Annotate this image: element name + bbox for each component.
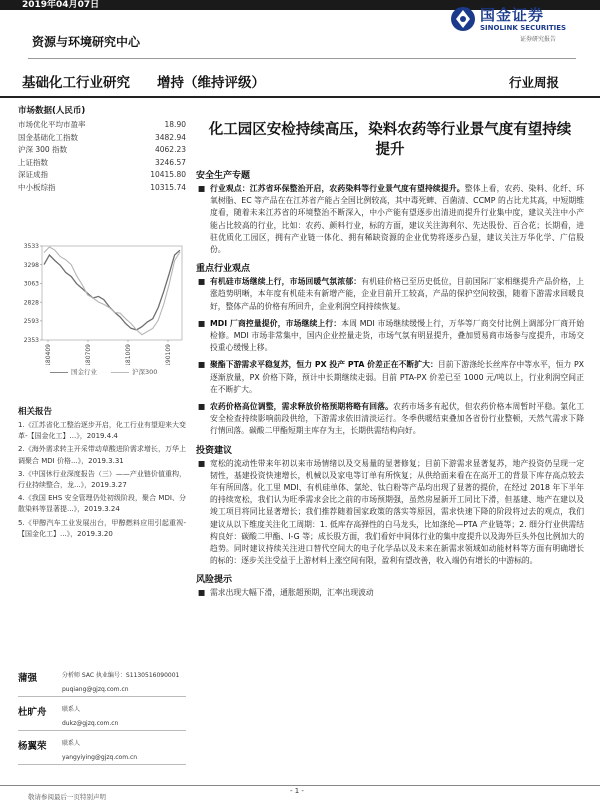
- focus-text: 本周 MDI 市场继续缓慢上行，万华等厂商交付比例上调部分厂商开始检修。MDI 市场非常集中，国内企业控量走货，市场气氛有明显提升，叠加贸易商市场参与度提升，市场交投重心缓慢上移。: [210, 318, 584, 353]
- y-tick-label: 2593: [23, 318, 39, 326]
- logo: [450, 2, 585, 44]
- y-tick-label: 3298: [23, 261, 39, 269]
- focus-lead: 聚酯下游需求平稳复苏，恒力 PX 投产 PTA 价差正在不断扩大：: [210, 360, 438, 370]
- market-value: 10415.80: [150, 170, 186, 180]
- market-label: 沪深 300 指数: [18, 145, 68, 155]
- market-label: 市场优化平均市盈率: [18, 120, 86, 129]
- risk-paragraph: [196, 587, 584, 599]
- logo-text-cn: 国金证券: [480, 6, 545, 24]
- market-value: 3482.94: [154, 132, 186, 142]
- y-tick-label: 3533: [23, 243, 39, 251]
- logo-icon: [450, 6, 476, 32]
- risk-text: 需求出现大幅下滑，通胀超预期，汇率出现波动: [210, 588, 374, 598]
- bullet-icon: ■: [198, 588, 206, 598]
- focus-text: 农药市场多有起伏，但农药价格本周暂时平稳。氯化工安全检查持续影响前段供给，下游需求依旧清淡运行。冬季供暖结束叠加各省份行业整顿，天然气需求下降行情回落。碳酸二甲酯短期主库存为主，长期供需结构向好。: [210, 402, 585, 436]
- bullet-icon: ■: [198, 458, 206, 468]
- analyst-card: [18, 704, 188, 734]
- analyst-divider: [18, 764, 186, 765]
- bullet-icon: ■: [198, 402, 206, 412]
- market-data-row: [18, 182, 186, 195]
- section-title-advice: 投资建议: [196, 445, 233, 456]
- analyst-email[interactable]: yangyiying@gjzq.com.cn: [62, 754, 138, 761]
- page-number: - 1 -: [290, 787, 304, 795]
- market-data-row: [18, 169, 186, 182]
- related-report-link[interactable]: 2.《海外需求转主开采带动草酸进阶需求增长，万华上调聚合 MDI 价格...》，2019.3.31: [18, 445, 186, 465]
- related-reports-list: [18, 420, 186, 540]
- index-chart-svg: [18, 240, 186, 365]
- market-data-panel: [18, 104, 186, 195]
- analyst-name: 蒲强: [18, 673, 38, 684]
- related-report-link[interactable]: 3.《中国休行业深度报告（三）——产业链价值重构，行业持续整合，龙...》，2019.3.27: [18, 469, 186, 490]
- market-label: 上证指数: [18, 157, 48, 167]
- market-value: 4062.23: [154, 145, 186, 155]
- legend-item-hs300: 沪深300: [111, 367, 157, 376]
- analyst-role: 联系人: [62, 706, 81, 713]
- focus-item: [196, 318, 584, 355]
- related-reports: [18, 405, 186, 542]
- x-tick-label: 190109: [165, 344, 172, 365]
- advice-paragraph: [196, 458, 584, 568]
- market-value: 3246.57: [154, 157, 186, 167]
- focus-text: 有机硅价格已至历史低位，目前国际厂家相继提升产品价格，上涨趋势明晰，本年度有机硅未有新增产能，企业目前开工较高，产品的保护空间较强，随着下游需求回暖良好，整体产品的价格有所回升，企业利润空间持续恢复。: [210, 277, 585, 311]
- chart-legend: [50, 367, 157, 376]
- related-report-link[interactable]: 4.《我国 EHS 安全管理仍处初级阶段，聚合 MDI、分散染料等显著提...》，2019.3.24: [18, 494, 186, 514]
- main-content: [196, 120, 584, 605]
- market-data-row: [18, 119, 186, 132]
- related-reports-title: 相关报告: [18, 407, 53, 417]
- legend-line-icon: [111, 372, 129, 373]
- section-title-focus: 重点行业观点: [196, 264, 251, 275]
- market-data-rows: [18, 119, 186, 195]
- market-value: 10315.74: [150, 182, 186, 192]
- y-tick-label: 3063: [23, 280, 39, 288]
- market-label: 深证成指: [18, 170, 48, 180]
- logo-text-en: SINOLINK SECURITIES: [480, 24, 567, 32]
- report-date: 2019年04月07日: [22, 0, 100, 10]
- report-type: 行业周报: [509, 75, 560, 90]
- focus-item: [196, 276, 584, 313]
- series-line-hs300: [44, 247, 180, 335]
- bullet-icon: ■: [198, 277, 206, 287]
- market-value: 18.90: [164, 120, 186, 129]
- market-data-row: [18, 144, 186, 157]
- analyst-card: [18, 670, 188, 700]
- focus-text: 目前下游涤纶长丝库存中等水平，恒力 PX 逐渐放量，PX 价格下降，预计中长期继续走弱。目前 PTA-PX 价差已至 1000 元/吨以上，行业利润空间正在不断扩大。: [210, 360, 584, 394]
- logo-subtitle: 证券研究报告: [520, 36, 557, 43]
- bullet-icon: ■: [198, 360, 206, 370]
- focus-item: [196, 401, 584, 438]
- safety-text: 整体上看，农药、染料、化纤、环氧树脂、EC 等产品在在江苏省产能占全国比例较高，其中毒死蜱、百菌清、CCMP 的占比尤其高，中短期维度看，随着未来江苏省的环境整治不断深入，中小产能有望逐步出清进而提升行业集中度，建议关注中小产能占比较高的行业，比如：农药、颜料行业，标的方面，建议关注海利尔、先达股份、百合花；长期看，进驻优质化工园区，拥有产业链一体化、拥有稀缺资源的企业优势将逐步凸显，建议关注万华化学、广信股份。: [210, 184, 584, 255]
- market-label: 国金基础化工指数: [18, 132, 78, 142]
- bullet-icon: ■: [198, 318, 206, 328]
- x-tick-label: 180709: [85, 344, 92, 365]
- research-center: 资源与环境研究中心: [32, 35, 141, 49]
- report-headline: 化工园区安检持续高压，染料农药等行业景气度有望持续提升: [208, 122, 572, 158]
- header-rule: [0, 96, 600, 98]
- analyst-role: 联系人: [62, 740, 81, 747]
- focus-lead: MDI 厂商控量提价，市场继续上行：: [210, 318, 342, 328]
- analyst-role: 分析师 SAC 执业编号：S1130516090001: [62, 672, 180, 679]
- related-report-link[interactable]: 1.《江苏省化工整治逐步开启，化工行业有望迎来大变革-【国金化工】...》，2019.4.4: [18, 421, 186, 441]
- analyst-card: [18, 738, 188, 768]
- header-divider: [28, 58, 576, 59]
- legend-line-icon: [50, 372, 68, 373]
- chart-frame: [42, 246, 182, 340]
- y-tick-label: 2353: [23, 337, 39, 345]
- y-tick-label: 2828: [23, 299, 39, 307]
- analyst-email[interactable]: puqiang@gjzq.com.cn: [62, 686, 129, 693]
- series-line-industry: [44, 250, 180, 330]
- x-tick-label: 181009: [125, 344, 132, 365]
- focus-item: [196, 359, 584, 396]
- x-tick-label: 180409: [45, 344, 52, 365]
- analyst-divider: [18, 730, 186, 731]
- analyst-name: 杨翼荣: [18, 741, 47, 752]
- section-title-risk: 风险提示: [196, 575, 233, 586]
- analyst-divider: [18, 696, 186, 697]
- analyst-email[interactable]: dukz@gjzq.com.cn: [62, 720, 119, 727]
- footer-disclaimer: 敬请参阅最后一页特别声明: [28, 793, 106, 801]
- advice-text: 宽松的流动性带来年初以来市场情绪以及交易量的显著修复；目前下游需求显著复苏，地产投资仍呈现一定韧性，基建投资快速增长，机械以及家电等订单有所恢复；从供给面来看在在高开工的背景下库存高点较去年有所回落。化工里 MDI、有机硅单体、氯纶、钛白粉等产品均出现了显著的提价，在经过 2018 年下半年的持续宽松，我们认为旺季需求会比之前的市场预期强，虽然房屋新开工同比下滑，但基建、地产在建以及竣工项目将同比显著增长；我们推荐随着国家政策的落实等原因，需求快速下降的阶段将过去的观点，我们建议从以下维度关注化工周期：1. 低库存高弹性的白马龙头，比如涤纶—PTA 产业链等；2. 细分行业供需结构良好：碳酸二甲酯、I-G 等；成长股方面，我们看好中间体行业的集中度提升以及海外巨头外包比例加大的趋势。同时建议持续关注进口替代空间大的电子化学品以及未来在新需求领域如动能材料等方面有明确增长的标的：逐步关注受益于上游材料上涨空间有限，盈利有望改善，收入端仍有增长的中游标的。: [210, 458, 584, 566]
- rating: 增持（维持评级）: [157, 75, 265, 91]
- legend-item-industry: 国金行业: [50, 367, 97, 376]
- market-data-title: 市场数据(人民币): [18, 106, 86, 116]
- related-report-link[interactable]: 5.《甲醇汽车工业发展出台，甲醇燃料应用引起重视-【国金化工】...》，2019.3.20: [18, 518, 186, 538]
- safety-lead: 行业观点：江苏省环保整治开启，农药染料等行业景气度有望持续提升。: [210, 184, 465, 193]
- footer-rule: [0, 785, 600, 786]
- market-data-row: [18, 157, 186, 170]
- bullet-icon: ■: [198, 184, 206, 193]
- safety-paragraph: [196, 183, 584, 256]
- industry-title: 基础化工行业研究: [22, 75, 130, 91]
- market-label: 中小板综指: [18, 182, 56, 192]
- focus-list: [196, 276, 584, 437]
- focus-lead: 有机硅市场继续上行，市场回暖气氛浓郁：: [210, 277, 362, 287]
- section-title-safety: 安全生产专题: [196, 171, 251, 181]
- market-data-row: [18, 132, 186, 145]
- analyst-name: 杜旷舟: [18, 707, 47, 718]
- focus-lead: 农药价格高位调整，需求释放价格预期将略有回落。: [210, 402, 394, 412]
